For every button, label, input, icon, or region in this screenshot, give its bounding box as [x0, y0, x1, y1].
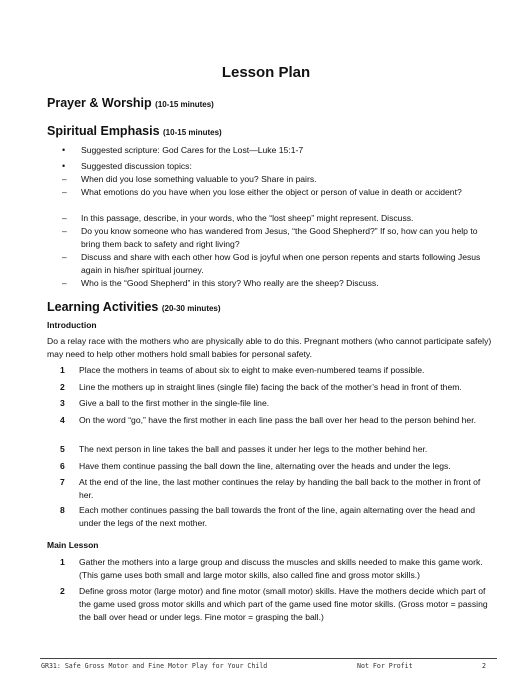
footer-divider: [40, 658, 497, 659]
topic-text: What emotions do you have when you lose either the object or person of value in death or accident?: [81, 187, 462, 197]
dash-icon: –: [62, 213, 67, 223]
bullet-item: [62, 160, 492, 173]
main-step: [60, 556, 494, 582]
topic-item: [62, 251, 492, 277]
topic-text: Who is the “Good Shepherd” in this story? Who really are the sheep? Discuss.: [81, 278, 379, 288]
topic-item: [62, 225, 492, 251]
step-number: 4: [60, 415, 65, 425]
dash-icon: –: [62, 278, 67, 288]
bullet-icon: •: [62, 161, 66, 171]
dash-icon: –: [62, 174, 67, 184]
step-text: Each mother continues passing the ball towards the front of the line, again alternating over the head and under the legs of the next mother.: [79, 505, 476, 528]
intro-step: [60, 414, 494, 427]
intro-step: [60, 443, 494, 456]
topic-text: When did you lose something valuable to you? Share in pairs.: [81, 174, 317, 184]
step-text: Gather the mothers into a large group and discuss the muscles and skills needed to make this game work. (This game uses both small and large motor skills, also called fine and gross motor skills.): [79, 557, 483, 580]
prayer-heading-text: Prayer & Worship: [47, 96, 152, 110]
main-step: [60, 585, 494, 624]
step-number: 6: [60, 461, 65, 471]
dash-icon: –: [62, 226, 67, 236]
step-text: Give a ball to the first mother in the single-file line.: [79, 398, 270, 408]
step-text: On the word “go,” have the first mother in each line pass the ball over her head to the person behind her.: [79, 415, 476, 425]
topic-text: Discuss and share with each other how God is joyful when one person repents and starts following Jesus again in his/her spiritual journey.: [81, 252, 481, 275]
spiritual-heading-text: Spiritual Emphasis: [47, 124, 160, 138]
bullet-text: Suggested discussion topics:: [81, 161, 192, 171]
step-number: 8: [60, 505, 65, 515]
page-title: Lesson Plan: [221, 64, 311, 81]
intro-step: [60, 364, 494, 377]
footer-title: GR31: Safe Gross Motor and Fine Motor Play for Your Child: [41, 662, 268, 670]
learning-heading-text: Learning Activities: [47, 300, 159, 314]
step-number: 2: [60, 382, 65, 392]
intro-step: [60, 381, 494, 394]
step-text: At the end of the line, the last mother continues the relay by handing the ball back to the mother in front of her.: [79, 477, 481, 500]
topic-item: [62, 173, 492, 186]
topic-item: [62, 186, 492, 199]
topic-text: Do you know someone who has wandered from Jesus, “the Good Shepherd?” If so, how can you help to bring them back to safety and right living?: [81, 226, 478, 249]
bullet-item: [62, 144, 492, 157]
step-number: 2: [60, 586, 65, 596]
prayer-duration: (10-15 minutes): [155, 100, 214, 109]
step-text: Line the mothers up in straight lines (single file) facing the back of the mother’s head in front of them.: [79, 382, 462, 392]
intro-step: [60, 397, 494, 410]
step-number: 7: [60, 477, 65, 487]
step-number: 5: [60, 444, 65, 454]
learning-heading: [47, 300, 221, 314]
intro-step: [60, 460, 494, 473]
step-text: Define gross motor (large motor) and fine motor (small motor) skills. Have the mothers decide which part of the game used gross motor skills and which part of the game used fine motor skills. (Gross motor = passing the ball over head or under legs. Fine motor = grasping the ball.): [79, 586, 488, 622]
intro-step: [60, 476, 494, 502]
step-text: The next person in line takes the ball and passes it under her legs to the mother behind her.: [79, 444, 428, 454]
learning-duration: (20-30 minutes): [161, 304, 221, 313]
intro-step: [60, 504, 494, 530]
topic-item: [62, 212, 492, 225]
step-number: 3: [60, 398, 65, 408]
step-number: 1: [60, 557, 65, 567]
prayer-heading: [47, 96, 214, 110]
spiritual-heading: [47, 124, 222, 138]
dash-icon: –: [62, 252, 67, 262]
introduction-text: Do a relay race with the mothers who are physically able to do this. Pregnant mothers (who cannot participate safely) may need to help other mothers hold small babies for personal safety.: [47, 336, 492, 359]
footer-notice: Not For Profit: [357, 662, 413, 670]
dash-icon: –: [62, 187, 67, 197]
bullet-text: Suggested scripture: God Cares for the Lost—Luke 15:1-7: [81, 145, 304, 155]
step-text: Have them continue passing the ball down the line, alternating over the heads and under the legs.: [79, 461, 451, 471]
spiritual-duration: (10-15 minutes): [163, 128, 222, 137]
introduction-heading: Introduction: [47, 320, 97, 330]
step-text: Place the mothers in teams of about six to eight to make even-numbered teams if possible.: [79, 365, 425, 375]
topic-text: In this passage, describe, in your words, who the “lost sheep” might represent. Discuss.: [81, 213, 414, 223]
page-number: 2: [482, 662, 486, 670]
topic-item: [62, 277, 492, 290]
main-lesson-heading: Main Lesson: [47, 540, 99, 550]
step-number: 1: [60, 365, 65, 375]
bullet-icon: •: [62, 145, 66, 155]
